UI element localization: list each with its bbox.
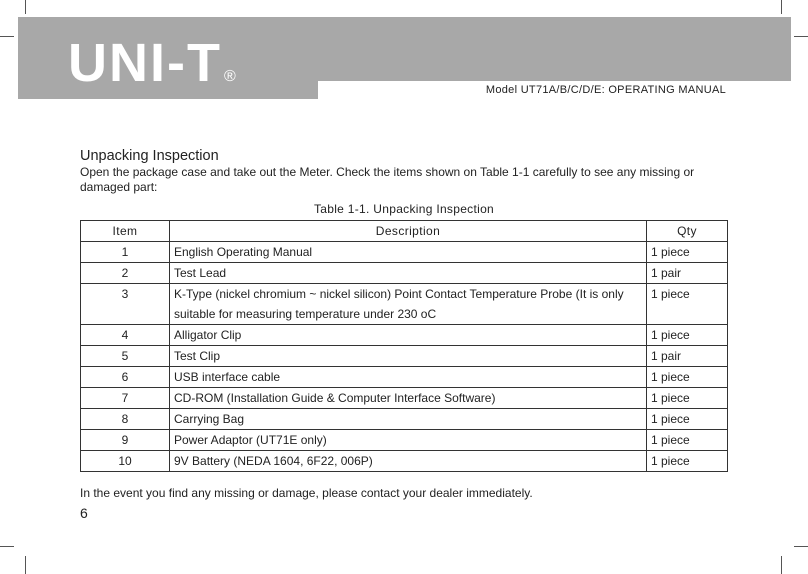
model-header-text: Model UT71A/B/C/D/E: OPERATING MANUAL (485, 84, 726, 96)
item-qty: 1 piece (647, 388, 728, 409)
table-row (81, 325, 728, 346)
unpacking-table (80, 220, 728, 472)
item-description: CD-ROM (Installation Guide & Computer Interface Software) (170, 388, 647, 409)
header-description: Description (170, 221, 647, 242)
item-number: 2 (81, 263, 170, 284)
crop-mark (0, 546, 14, 547)
item-description: K-Type (nickel chromium ~ nickel silicon) Point Contact Temperature Probe (It is only suitable for measuring temperature under 230 oC (170, 284, 647, 325)
table-row (81, 451, 728, 472)
section-title: Unpacking Inspection (80, 148, 219, 164)
table-row (81, 346, 728, 367)
item-description: USB interface cable (170, 367, 647, 388)
item-number: 1 (81, 242, 170, 263)
item-number: 3 (81, 284, 170, 325)
crop-mark (25, 556, 26, 574)
crop-mark (781, 556, 782, 574)
table-row (81, 367, 728, 388)
footer-note: In the event you find any missing or damage, please contact your dealer immediately. (80, 486, 533, 500)
item-qty: 1 pair (647, 263, 728, 284)
crop-mark (781, 0, 782, 14)
item-number: 4 (81, 325, 170, 346)
item-number: 5 (81, 346, 170, 367)
registered-mark: ® (223, 68, 238, 85)
item-number: 9 (81, 430, 170, 451)
item-description: Power Adaptor (UT71E only) (170, 430, 647, 451)
table-caption: Table 1-1. Unpacking Inspection (313, 202, 495, 216)
table-row (81, 388, 728, 409)
item-number: 10 (81, 451, 170, 472)
item-qty: 1 piece (647, 242, 728, 263)
item-description: Alligator Clip (170, 325, 647, 346)
crop-mark (25, 0, 26, 14)
item-description: English Operating Manual (170, 242, 647, 263)
table-row (81, 409, 728, 430)
crop-mark (794, 36, 808, 37)
item-description: Test Clip (170, 346, 647, 367)
header-qty: Qty (647, 221, 728, 242)
item-description: Test Lead (170, 263, 647, 284)
crop-mark (0, 36, 14, 37)
item-number: 6 (81, 367, 170, 388)
item-qty: 1 piece (647, 284, 728, 325)
item-qty: 1 piece (647, 367, 728, 388)
brand-logo (68, 34, 238, 92)
item-qty: 1 pair (647, 346, 728, 367)
table-row (81, 242, 728, 263)
brand-logo-text: UNI-T (68, 33, 222, 93)
intro-paragraph: Open the package case and take out the Meter. Check the items shown on Table 1-1 carefully to see any missing or damaged part: (80, 165, 695, 194)
table-header-row (81, 221, 728, 242)
table-row (81, 284, 728, 325)
item-qty: 1 piece (647, 430, 728, 451)
item-description: 9V Battery (NEDA 1604, 6F22, 006P) (170, 451, 647, 472)
item-number: 7 (81, 388, 170, 409)
item-description: Carrying Bag (170, 409, 647, 430)
header-item: Item (81, 221, 170, 242)
table-row (81, 430, 728, 451)
item-number: 8 (81, 409, 170, 430)
item-qty: 1 piece (647, 451, 728, 472)
crop-mark (794, 546, 808, 547)
page-number: 6 (80, 505, 88, 521)
item-qty: 1 piece (647, 409, 728, 430)
table-row (81, 263, 728, 284)
item-qty: 1 piece (647, 325, 728, 346)
